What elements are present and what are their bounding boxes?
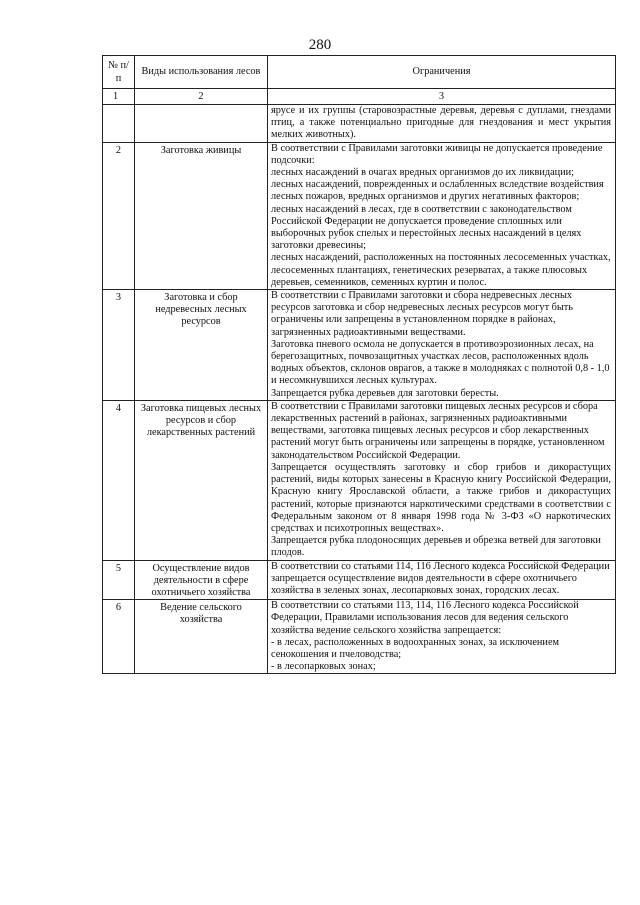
restriction-paragraph: Запрещается осуществлять заготовку и сбор грибов и дикорастущих растений, виды которых занесены в Красную книгу Российской Федерации, Красную книгу Ярославской области, а также грибов и дикорастущих растений, которые признаются наркотическими средствами в соответствии с Федеральным законом от 8 января 1998 года № 3-ФЗ «О наркотических средствах и психотропных веществах». (271, 461, 611, 534)
row-number: 2 (103, 142, 135, 289)
row-use-type: Ведение сельского хозяйства (135, 600, 268, 674)
header-number: № п/п (103, 56, 135, 89)
restriction-paragraph: В соответствии со статьями 114, 116 Лесного кодекса Российской Федерации запрещается осуществление видов деятельности в сфере охотничьего хозяйства в зеленых зонах, лесопарковых зонах, городских лесах. (271, 560, 610, 596)
row-number: 4 (103, 400, 135, 560)
column-index-3: 3 (268, 89, 616, 105)
table-row (103, 290, 616, 401)
row-use-type (135, 105, 268, 143)
restriction-paragraph: В соответствии с Правилами заготовки пищевых лесных ресурсов и сбора лекарственных растений в районах, загрязненных радиоактивными веществами, заготовка пищевых лесных ресурсов и сбор лекарственных растений могут быть ограничены или запрещены в порядке, установленном законодательством Российской Федерации. (271, 400, 605, 461)
row-use-type: Заготовка и сбор недревесных лесных ресурсов (135, 290, 268, 401)
restriction-paragraph: Запрещается рубка плодоносящих деревьев и обрезка ветвей для заготовки плодов. (271, 535, 601, 559)
row-use-type: Заготовка живицы (135, 142, 268, 289)
restriction-paragraph: - в лесопарковых зонах; (271, 661, 376, 673)
row-restrictions (268, 142, 616, 289)
page-number: 280 (308, 37, 332, 53)
column-index-2: 2 (135, 89, 268, 105)
restriction-paragraph: ярусе и их группы (старовозрастные деревья, деревья с дуплами, гнездами птиц, а также потенциально пригодные для гнездования и мест укрытия мелких животных). (271, 105, 611, 141)
row-number: 3 (103, 290, 135, 401)
row-restrictions (268, 560, 616, 600)
restriction-paragraph: Запрещается рубка деревьев для заготовки бересты. (271, 387, 499, 399)
table-row (103, 400, 616, 560)
row-restrictions (268, 600, 616, 674)
restriction-paragraph: лесных насаждений в лесах, где в соответствии с законодательством Российской Федерации не допускается проведение сплошных или выборочных рубок спелых и перестойных лесных насаждений в целях заготовки древесины; (271, 203, 582, 252)
restriction-paragraph: лесных насаждений, расположенных на постоянных лесосеменных участках, лесосеменных плантациях, генетических резерватах, а также плюсовых деревьев, семенников, семенных куртин и полос. (271, 252, 611, 288)
row-restrictions (268, 290, 616, 401)
restriction-paragraph: - в лесах, расположенных в водоохранных зонах, за исключением сенокошения и пчеловодства; (271, 636, 560, 660)
header-use-type: Виды использования лесов (135, 56, 268, 89)
table-row (103, 600, 616, 674)
restriction-paragraph: В соответствии с Правилами заготовки и сбора недревесных лесных ресурсов заготовка и сбор недревесных лесных ресурсов могут быть ограничены или запрещены в установленном порядке в районах, загрязненных радиоактивными веществами. (271, 290, 573, 338)
row-number: 6 (103, 600, 135, 674)
restriction-paragraph: Заготовка пневого осмола не допускается в противоэрозионных лесах, на берегозащитных, почвозащитных участках лесов, расположенных вдоль водных объектов, склонов оврагов, а также в молодняках с полнотой 0,8 - 1,0 и несомкнувшихся лесных культурах. (271, 338, 610, 387)
column-index-1: 1 (103, 89, 135, 105)
table-row (103, 105, 616, 143)
restriction-paragraph: В соответствии со статьями 113, 114, 116 Лесного кодекса Российской Федерации, Правилами использования лесов для ведения сельского хозяйства ведение сельского хозяйства запрещается: (271, 600, 579, 636)
row-restrictions (268, 105, 616, 143)
row-restrictions (268, 400, 616, 560)
restriction-paragraph: лесных насаждений, поврежденных и ослабленных вследствие воздействия лесных пожаров, вредных организмов и других негативных факторов; (271, 179, 604, 203)
header-restrictions: Ограничения (268, 56, 616, 89)
row-number: 5 (103, 560, 135, 600)
restriction-paragraph: В соответствии с Правилами заготовки живицы не допускается проведение подсочки: (271, 142, 603, 166)
column-index-row (103, 89, 616, 105)
table-header-row (103, 56, 616, 89)
restriction-paragraph: лесных насаждений в очагах вредных организмов до их ликвидации; (271, 167, 575, 179)
row-number (103, 105, 135, 143)
table-row (103, 560, 616, 600)
row-use-type: Заготовка пищевых лесных ресурсов и сбор лекарственных растений (135, 400, 268, 560)
table-row (103, 142, 616, 289)
row-use-type: Осуществление видов деятельности в сфере охотничьего хозяйства (135, 560, 268, 600)
forest-use-restrictions-table (102, 55, 616, 674)
